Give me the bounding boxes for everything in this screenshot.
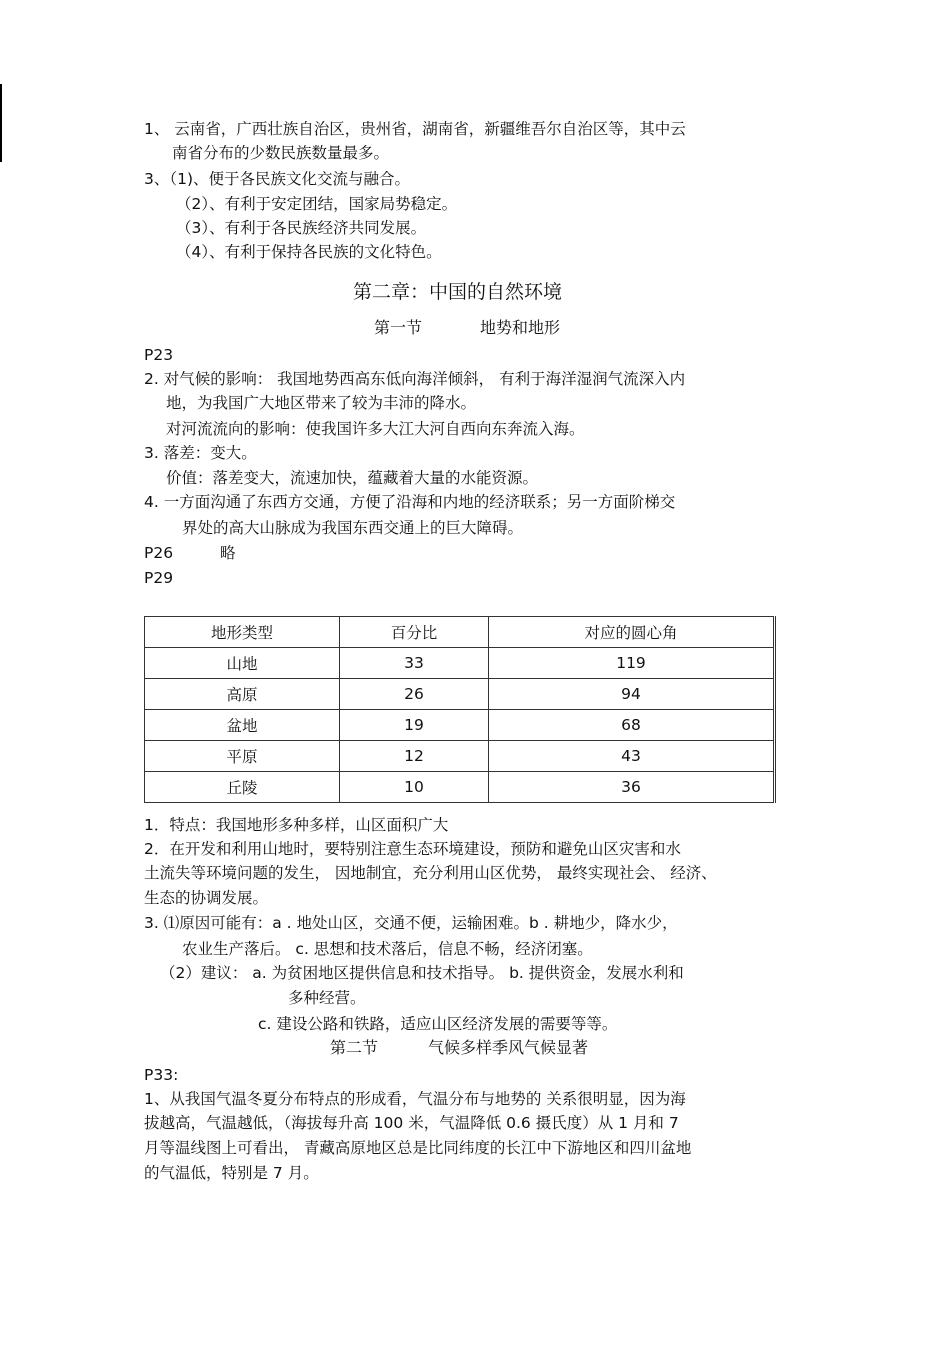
table-cell: 26 — [340, 679, 489, 710]
table-cell: 68 — [489, 710, 775, 741]
terrain-q2-line-2: 土流失等环境问题的发生， 因地制宜，充分利用山区优势， 最终实现社会、 经济、 — [144, 864, 717, 882]
answer-3-line-1: 3、（1)、便于各民族文化交流与融合。 — [144, 170, 411, 188]
page-ref-p26: P26 — [144, 544, 174, 562]
answer-3-line-3: （3）、有利于各民族经济共同发展。 — [176, 219, 427, 237]
table-cell: 119 — [489, 648, 775, 679]
table-cell: 33 — [340, 648, 489, 679]
table-header-cell: 对应的圆心角 — [489, 617, 775, 648]
table-row — [145, 710, 775, 741]
table-row — [145, 648, 775, 679]
table-header-cell: 地形类型 — [145, 617, 340, 648]
terrain-q2-line-1: 2．在开发和利用山地时，要特别注意生态环境建设，预防和避免山区灾害和水 — [144, 840, 681, 858]
q4-line-1: 4. 一方面沟通了东西方交通，方便了沿海和内地的经济联系；另一方面阶梯交 — [144, 493, 676, 511]
section-1-title: 地势和地形 — [480, 318, 561, 337]
table-row — [145, 679, 775, 710]
table-cell: 山地 — [145, 648, 340, 679]
terrain-q3-line-2: 农业生产落后。 c. 思想和技术落后，信息不畅，经济闭塞。 — [182, 940, 593, 958]
chapter-title: 第二章：中国的自然环境 — [353, 281, 563, 303]
terrain-q1: 1．特点：我国地形多种多样，山区面积广大 — [144, 816, 449, 834]
q3-line-1: 3. 落差：变大。 — [144, 444, 257, 462]
terrain-q3-line-3: （2）建议： a. 为贫困地区提供信息和技术指导。 b. 提供资金，发展水利和 — [160, 964, 684, 982]
terrain-table — [144, 616, 776, 803]
table-cell: 12 — [340, 741, 489, 772]
table-row — [145, 741, 775, 772]
table-cell: 丘陵 — [145, 772, 340, 803]
terrain-q3-line-1: 3. ⑴原因可能有：a . 地处山区，交通不便，运输困难。b . 耕地少，降水少， — [144, 914, 678, 932]
table-cell: 94 — [489, 679, 775, 710]
table-header-cell: 百分比 — [340, 617, 489, 648]
climate-q1-line-1: 1、从我国气温冬夏分布特点的形成看，气温分布与地势的 关系很明显，因为海 — [144, 1090, 686, 1108]
page-ref-p23: P23 — [144, 346, 174, 364]
climate-q1-line-2: 拔越高，气温越低，（海拔每升高 100 米，气温降低 0.6 摄氏度）从 1 月和 7 — [144, 1114, 679, 1132]
q2-line-2: 地，为我国广大地区带来了较为丰沛的降水。 — [166, 394, 477, 412]
climate-q1-line-4: 的气温低，特别是 7 月。 — [144, 1164, 319, 1182]
q2-line-1: 2. 对气候的影响： 我国地势西高东低向海洋倾斜， 有利于海洋湿润气流深入内 — [144, 370, 686, 388]
table-header-row — [145, 617, 775, 648]
section-2-number: 第二节 — [330, 1038, 379, 1057]
page-ref-p29: P29 — [144, 569, 174, 587]
margin-mark — [0, 84, 2, 162]
q4-line-2: 界处的高大山脉成为我国东西交通上的巨大障碍。 — [182, 519, 524, 537]
terrain-q2-line-3: 生态的协调发展。 — [144, 889, 269, 907]
q3-line-2: 价值：落差变大，流速加快，蕴藏着大量的水能资源。 — [166, 469, 539, 487]
table-cell: 高原 — [145, 679, 340, 710]
q2-line-3: 对河流流向的影响：使我国许多大江大河自西向东奔流入海。 — [166, 420, 585, 438]
section-1-number: 第一节 — [374, 318, 423, 337]
answer-1-line-2: 南省分布的少数民族数量最多。 — [172, 144, 390, 162]
answer-1-line-1: 1、 云南省，广西壮族自治区，贵州省，湖南省，新疆维吾尔自治区等，其中云 — [144, 120, 686, 138]
section-2-title: 气候多样季风气候显著 — [428, 1038, 589, 1057]
table-cell: 平原 — [145, 741, 340, 772]
terrain-q3-line-5: c. 建设公路和铁路，适应山区经济发展的需要等等。 — [258, 1015, 618, 1033]
table-cell: 43 — [489, 741, 775, 772]
climate-q1-line-3: 月等温线图上可看出， 青藏高原地区总是比同纬度的长江中下游地区和四川盆地 — [144, 1139, 692, 1157]
table-cell: 36 — [489, 772, 775, 803]
terrain-q3-line-4: 多种经营。 — [288, 989, 366, 1007]
p26-note: 略 — [220, 544, 236, 562]
table-row — [145, 772, 775, 803]
answer-3-line-4: （4）、有利于保持各民族的文化特色。 — [176, 243, 442, 261]
table-cell: 19 — [340, 710, 489, 741]
table-cell: 10 — [340, 772, 489, 803]
page-ref-p33: P33: — [144, 1066, 179, 1084]
table-cell: 盆地 — [145, 710, 340, 741]
answer-3-line-2: （2）、有利于安定团结，国家局势稳定。 — [176, 195, 458, 213]
